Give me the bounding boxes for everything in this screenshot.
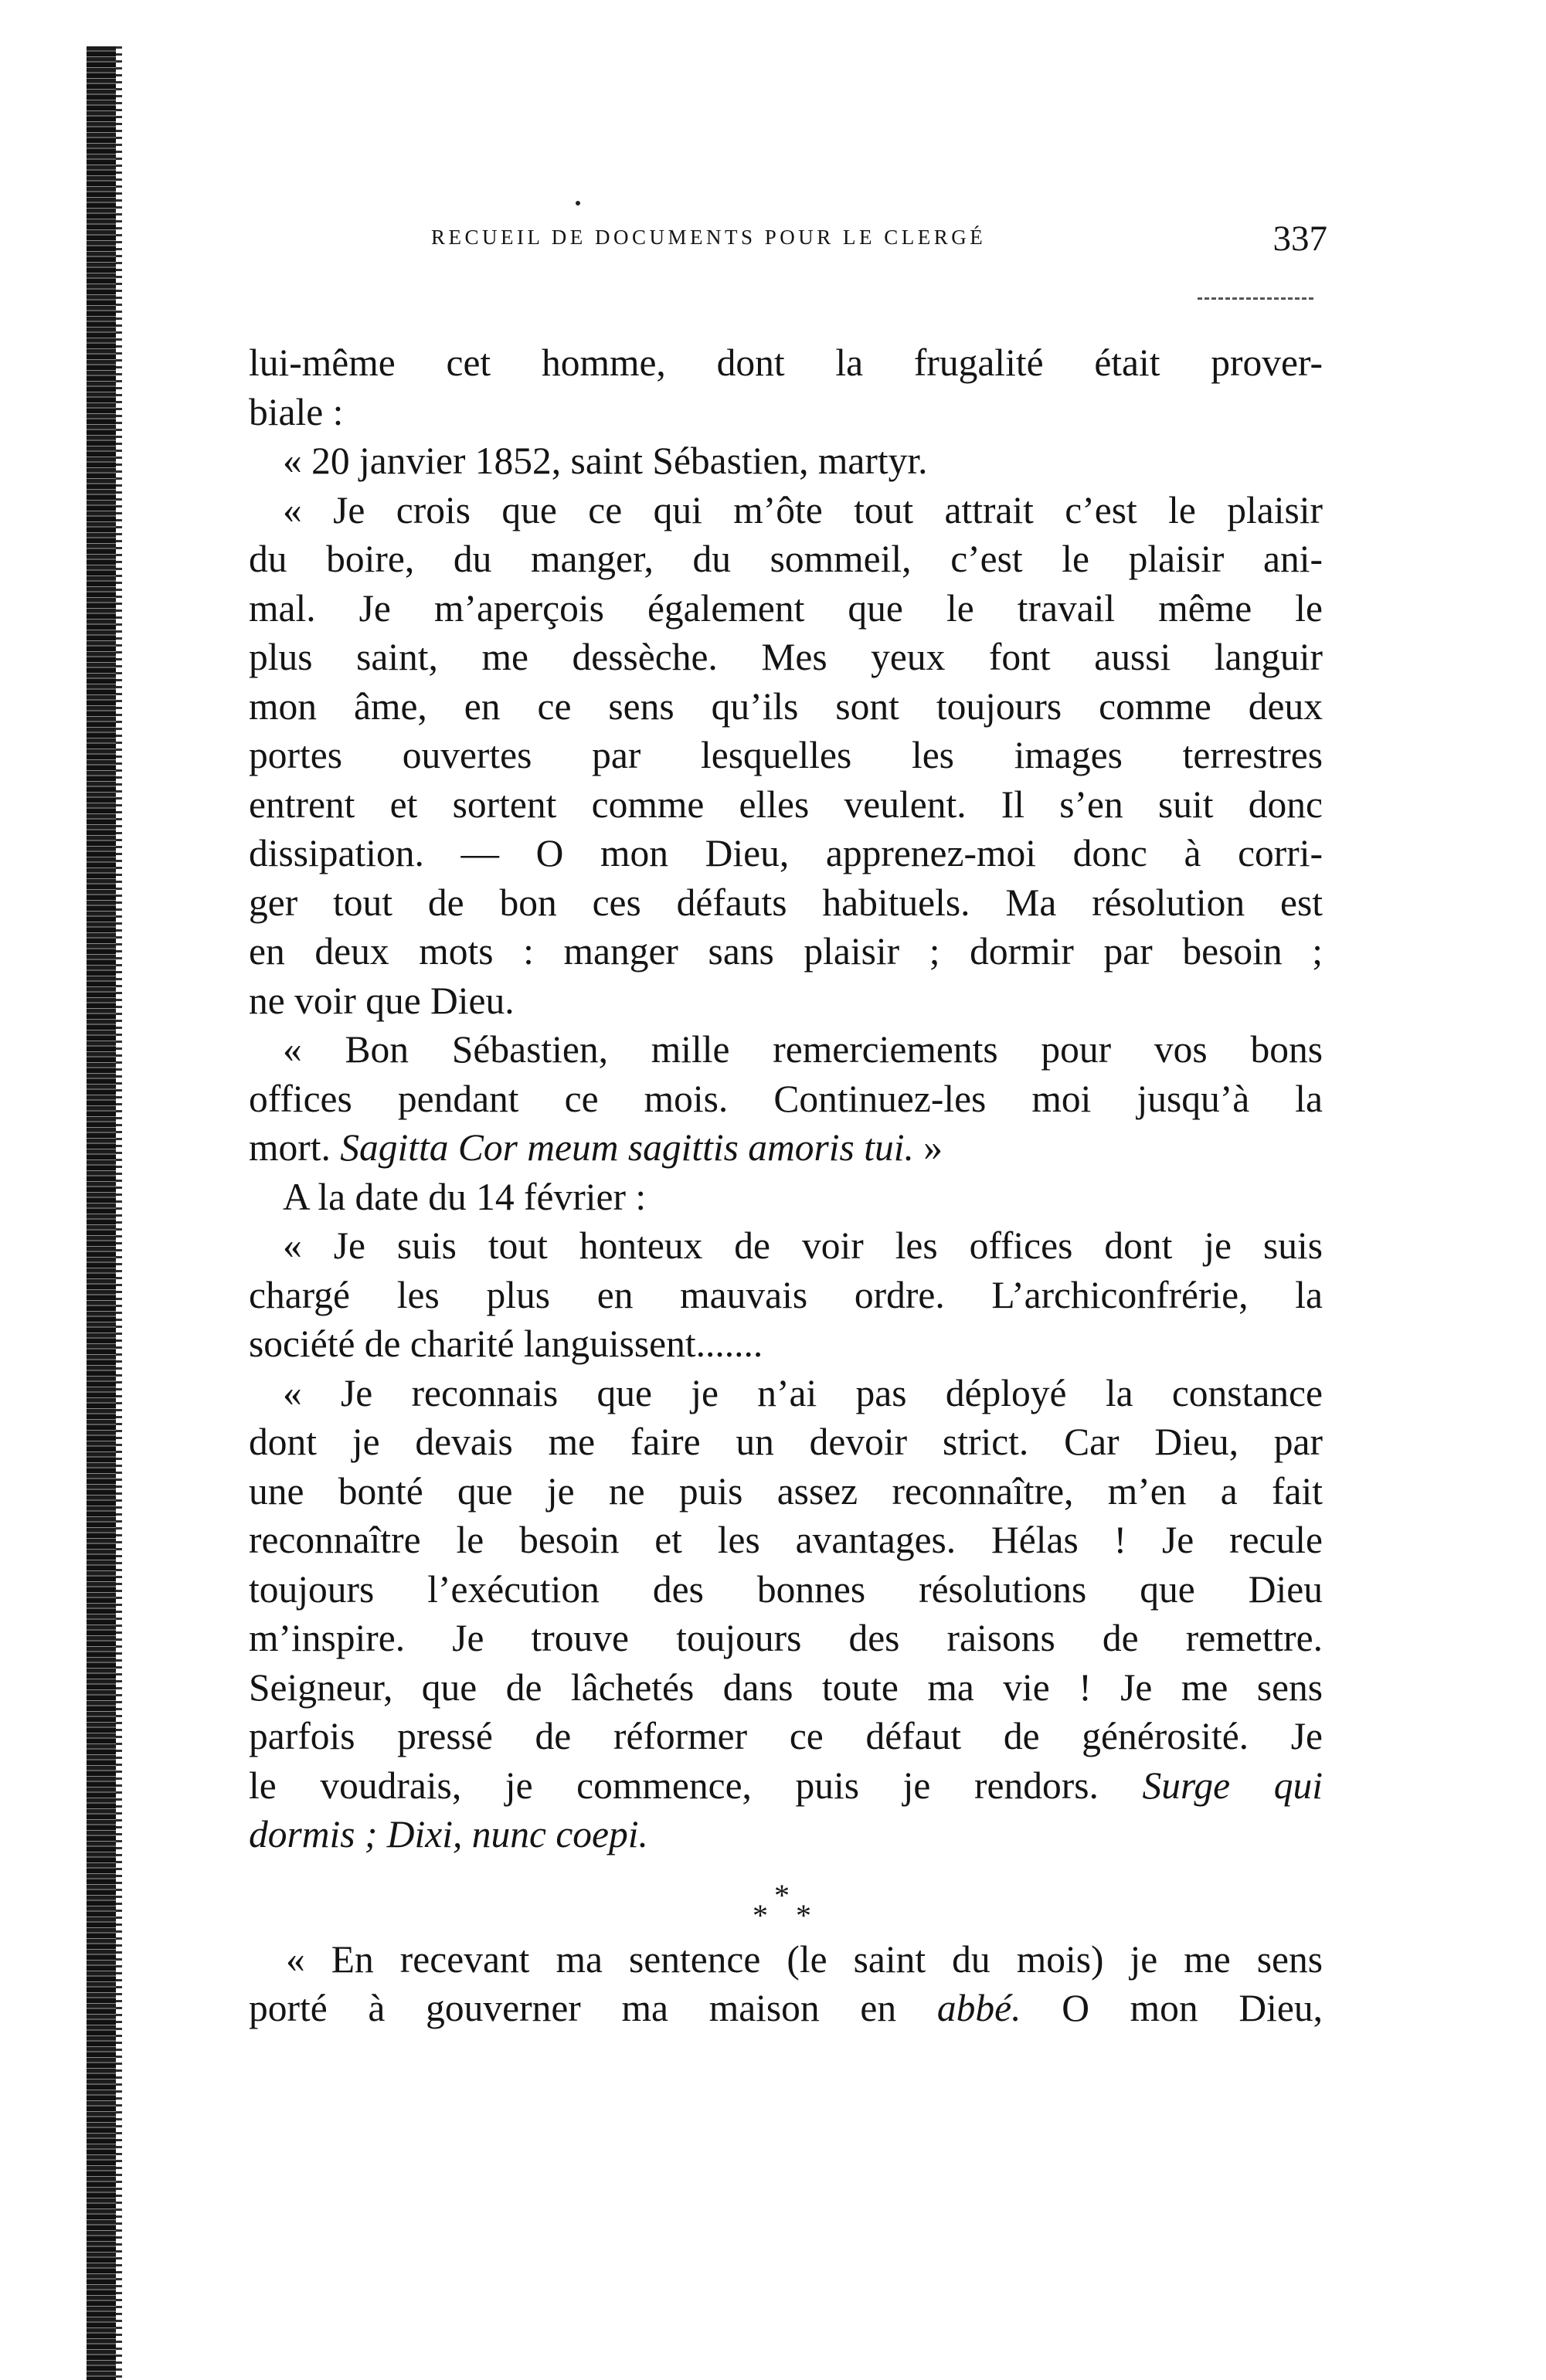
text-line: chargé les plus en mauvais ordre. L’archiconfrérie, la <box>249 1273 1323 1316</box>
page-number: 337 <box>1272 219 1327 259</box>
header-dash-rule <box>1198 297 1313 300</box>
text-line: dissipation. — O mon Dieu, apprenez-moi donc à corri- <box>249 832 1323 874</box>
latin-quote: Surge qui <box>1142 1764 1323 1807</box>
asterism-star: * <box>774 1878 790 1913</box>
text-line: Seigneur, que de lâchetés dans toute ma vie ! Je me sens <box>249 1665 1323 1709</box>
latin-quote: dormis ; Dixi, nunc coepi. <box>249 1813 648 1855</box>
book-binding-edge <box>87 46 116 2380</box>
text-line: société de charité languissent....... <box>249 1322 763 1365</box>
text-line: « Je suis tout honteux de voir les offices dont je suis <box>283 1224 1323 1267</box>
asterism <box>740 1877 833 1939</box>
text-line: mon âme, en ce sens qu’ils sont toujours comme deux <box>249 684 1323 728</box>
asterism-star: * <box>796 1898 811 1933</box>
text-line: ne voir que Dieu. <box>249 979 515 1022</box>
text-line: reconnaître le besoin et les avantages. Hélas ! Je recule <box>249 1519 1323 1561</box>
text-line-mort <box>249 1123 1323 1173</box>
text-line: du boire, du manger, du sommeil, c’est le plaisir ani- <box>249 538 1323 580</box>
text-line: « Je crois que ce qui m’ôte tout attrait c’est le plaisir <box>283 488 1323 531</box>
text-line: parfois pressé de réformer ce défaut de générosité. Je <box>249 1715 1323 1757</box>
text-line: mal. Je m’aperçois également que le travail même le <box>249 586 1323 630</box>
text-fragment: mort. <box>249 1126 331 1169</box>
print-dot <box>576 201 580 205</box>
text-line: ger tout de bon ces défauts habituels. Ma résolution est <box>249 881 1323 924</box>
text-line: « En recevant ma sentence (le saint du mois) je me sens <box>286 1937 1323 1981</box>
text-line-dormis <box>249 1810 1323 1859</box>
italic-word: abbé. <box>936 1987 1021 2029</box>
text-line: A la date du 14 février : <box>283 1175 647 1218</box>
text-line-last <box>249 1984 1323 2033</box>
text-fragment: porté à gouverner ma maison en <box>249 1987 897 2029</box>
text-line: « Bon Sébastien, mille remerciements pour vos bons <box>283 1028 1323 1071</box>
body-text <box>249 338 1323 2033</box>
text-line: « 20 janvier 1852, saint Sébastien, martyr. <box>283 440 928 482</box>
text-line: une bonté que je ne puis assez reconnaître, m’en a fait <box>249 1469 1323 1513</box>
text-line: lui-même cet homme, dont la frugalité était prover- <box>249 341 1323 384</box>
latin-quote: Sagitta Cor meum sagittis amoris tui. <box>340 1126 914 1169</box>
text-line: m’inspire. Je trouve toujours des raisons de remettre. <box>249 1617 1323 1659</box>
text-fragment: le voudrais, je commence, puis je rendors. <box>249 1764 1099 1807</box>
text-line: toujours l’exécution des bonnes résolutions que Dieu <box>249 1567 1323 1611</box>
text-line: dont je devais me faire un devoir strict. Car Dieu, par <box>249 1421 1323 1463</box>
text-line: offices pendant ce mois. Continuez-les moi jusqu’à la <box>249 1077 1323 1120</box>
text-line: en deux mots : manger sans plaisir ; dormir par besoin ; <box>249 930 1323 973</box>
text-line: « Je reconnais que je n’ai pas déployé la constance <box>283 1371 1323 1414</box>
text-line: portes ouvertes par lesquelles les images terrestres <box>249 734 1323 776</box>
asterism-star: * <box>753 1898 768 1933</box>
text-line: plus saint, me dessèche. Mes yeux font aussi languir <box>249 636 1323 678</box>
page-header <box>431 221 1327 258</box>
running-head: RECUEIL DE DOCUMENTS POUR LE CLERGÉ <box>431 226 987 249</box>
text-line-rendors <box>249 1761 1323 1811</box>
text-fragment: » <box>913 1126 943 1169</box>
text-fragment: O mon Dieu, <box>1021 1987 1323 2029</box>
text-line: entrent et sortent comme elles veulent. Il s’en suit donc <box>249 783 1323 826</box>
text-line: biale : <box>249 390 344 433</box>
